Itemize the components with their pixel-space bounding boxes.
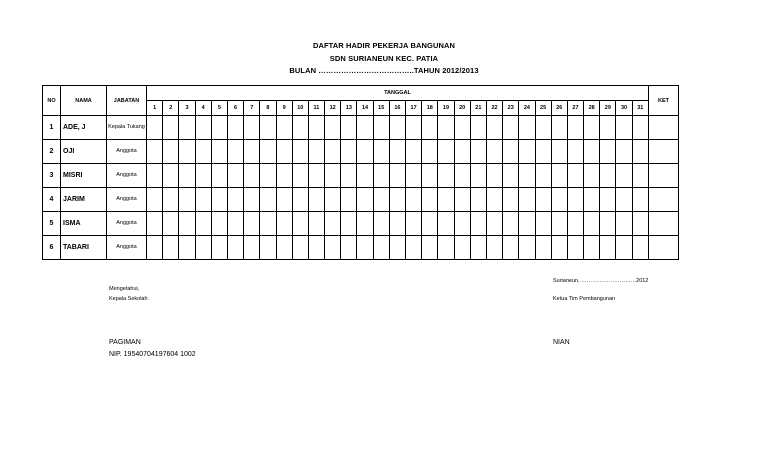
attendance-cell bbox=[454, 188, 470, 212]
attendance-cell bbox=[551, 212, 567, 236]
attendance-cell bbox=[470, 116, 486, 140]
day-number: 16 bbox=[389, 101, 405, 116]
table-row bbox=[43, 140, 679, 164]
attendance-cell bbox=[341, 140, 357, 164]
attendance-cell bbox=[357, 116, 373, 140]
day-number: 22 bbox=[486, 101, 502, 116]
attendance-cell bbox=[211, 188, 227, 212]
day-number: 2 bbox=[163, 101, 179, 116]
ket-cell bbox=[649, 140, 679, 164]
attendance-cell bbox=[147, 212, 163, 236]
day-number: 7 bbox=[244, 101, 260, 116]
attendance-cell bbox=[260, 164, 276, 188]
attendance-cell bbox=[341, 116, 357, 140]
attendance-cell bbox=[632, 188, 648, 212]
attendance-cell bbox=[292, 212, 308, 236]
attendance-cell bbox=[567, 188, 583, 212]
attendance-cell bbox=[325, 212, 341, 236]
attendance-cell bbox=[616, 236, 632, 260]
attendance-cell bbox=[406, 116, 422, 140]
attendance-cell bbox=[179, 212, 195, 236]
attendance-cell bbox=[276, 212, 292, 236]
attendance-cell bbox=[584, 140, 600, 164]
attendance-cell bbox=[227, 212, 243, 236]
attendance-cell bbox=[632, 116, 648, 140]
attendance-cell bbox=[373, 140, 389, 164]
attendance-cell bbox=[584, 116, 600, 140]
school-name: SDN SURIANEUN KEC. PATIA bbox=[329, 54, 439, 63]
footer-mengetahui: Mengetahui, bbox=[109, 286, 140, 292]
attendance-cell bbox=[389, 212, 405, 236]
attendance-cell bbox=[244, 116, 260, 140]
attendance-cell bbox=[551, 116, 567, 140]
attendance-cell bbox=[551, 140, 567, 164]
day-number: 18 bbox=[422, 101, 438, 116]
attendance-cell bbox=[389, 236, 405, 260]
day-number: 23 bbox=[503, 101, 519, 116]
day-number: 30 bbox=[616, 101, 632, 116]
footer-place-date: Surianeun, …………………………2012 bbox=[553, 278, 649, 284]
attendance-cell bbox=[503, 164, 519, 188]
attendance-cell bbox=[147, 140, 163, 164]
attendance-cell bbox=[373, 236, 389, 260]
day-number: 8 bbox=[260, 101, 276, 116]
attendance-cell bbox=[244, 188, 260, 212]
attendance-cell bbox=[535, 164, 551, 188]
worker-name: OJI bbox=[61, 140, 107, 164]
day-number: 26 bbox=[551, 101, 567, 116]
attendance-cell bbox=[519, 164, 535, 188]
worker-name: JARIM bbox=[61, 188, 107, 212]
attendance-cell bbox=[470, 212, 486, 236]
day-number: 24 bbox=[519, 101, 535, 116]
attendance-cell bbox=[503, 236, 519, 260]
day-number: 27 bbox=[567, 101, 583, 116]
attendance-cell bbox=[325, 140, 341, 164]
attendance-cell bbox=[341, 236, 357, 260]
attendance-rows bbox=[43, 116, 679, 260]
period-line: BULAN ………………………………..TAHUN 2012/2013 bbox=[289, 66, 479, 75]
attendance-cell bbox=[486, 164, 502, 188]
attendance-cell bbox=[163, 140, 179, 164]
attendance-cell bbox=[600, 236, 616, 260]
attendance-cell bbox=[163, 188, 179, 212]
attendance-cell bbox=[438, 236, 454, 260]
attendance-cell bbox=[325, 116, 341, 140]
attendance-cell bbox=[454, 116, 470, 140]
attendance-cell bbox=[503, 140, 519, 164]
attendance-cell bbox=[325, 236, 341, 260]
row-number: 5 bbox=[43, 212, 61, 236]
document-title: DAFTAR HADIR PEKERJA BANGUNAN bbox=[312, 41, 456, 50]
attendance-cell bbox=[519, 236, 535, 260]
attendance-cell bbox=[308, 140, 324, 164]
attendance-cell bbox=[389, 140, 405, 164]
attendance-cell bbox=[470, 236, 486, 260]
attendance-cell bbox=[600, 140, 616, 164]
day-number: 31 bbox=[632, 101, 648, 116]
day-number: 17 bbox=[406, 101, 422, 116]
day-number: 11 bbox=[308, 101, 324, 116]
attendance-cell bbox=[616, 188, 632, 212]
attendance-cell bbox=[600, 188, 616, 212]
attendance-cell bbox=[244, 140, 260, 164]
table-row bbox=[43, 188, 679, 212]
attendance-cell bbox=[406, 212, 422, 236]
attendance-cell bbox=[260, 140, 276, 164]
attendance-cell bbox=[632, 164, 648, 188]
day-number: 21 bbox=[470, 101, 486, 116]
attendance-cell bbox=[325, 188, 341, 212]
attendance-cell bbox=[438, 188, 454, 212]
header-ket: KET bbox=[649, 86, 679, 116]
attendance-cell bbox=[567, 140, 583, 164]
day-number: 13 bbox=[341, 101, 357, 116]
attendance-cell bbox=[179, 140, 195, 164]
attendance-cell bbox=[470, 188, 486, 212]
attendance-cell bbox=[600, 116, 616, 140]
day-number: 20 bbox=[454, 101, 470, 116]
attendance-cell bbox=[211, 116, 227, 140]
attendance-cell bbox=[292, 140, 308, 164]
attendance-cell bbox=[211, 236, 227, 260]
attendance-cell bbox=[292, 188, 308, 212]
attendance-cell bbox=[584, 164, 600, 188]
attendance-cell bbox=[357, 188, 373, 212]
attendance-cell bbox=[373, 164, 389, 188]
header-nama: NAMA bbox=[61, 86, 107, 116]
attendance-cell bbox=[406, 236, 422, 260]
attendance-cell bbox=[632, 236, 648, 260]
attendance-cell bbox=[486, 188, 502, 212]
attendance-cell bbox=[422, 116, 438, 140]
header-row-top bbox=[43, 86, 679, 101]
day-number: 19 bbox=[438, 101, 454, 116]
attendance-cell bbox=[422, 164, 438, 188]
attendance-cell bbox=[406, 188, 422, 212]
worker-name: MISRI bbox=[61, 164, 107, 188]
attendance-cell bbox=[600, 212, 616, 236]
day-number: 10 bbox=[292, 101, 308, 116]
attendance-cell bbox=[227, 140, 243, 164]
attendance-cell bbox=[438, 212, 454, 236]
table-row bbox=[43, 212, 679, 236]
attendance-cell bbox=[616, 212, 632, 236]
footer-left-name: PAGIMAN bbox=[109, 339, 141, 346]
attendance-cell bbox=[195, 236, 211, 260]
row-number: 2 bbox=[43, 140, 61, 164]
day-number: 12 bbox=[325, 101, 341, 116]
attendance-cell bbox=[470, 140, 486, 164]
attendance-cell bbox=[341, 212, 357, 236]
attendance-cell bbox=[503, 188, 519, 212]
table-row bbox=[43, 116, 679, 140]
attendance-cell bbox=[551, 164, 567, 188]
attendance-cell bbox=[195, 116, 211, 140]
attendance-cell bbox=[535, 236, 551, 260]
attendance-cell bbox=[244, 236, 260, 260]
table-row bbox=[43, 236, 679, 260]
day-number: 9 bbox=[276, 101, 292, 116]
attendance-cell bbox=[519, 188, 535, 212]
attendance-cell bbox=[389, 188, 405, 212]
attendance-cell bbox=[211, 212, 227, 236]
attendance-cell bbox=[147, 236, 163, 260]
ket-cell bbox=[649, 116, 679, 140]
attendance-cell bbox=[308, 212, 324, 236]
attendance-cell bbox=[389, 164, 405, 188]
day-number: 25 bbox=[535, 101, 551, 116]
attendance-cell bbox=[147, 188, 163, 212]
day-number: 1 bbox=[147, 101, 163, 116]
attendance-cell bbox=[519, 116, 535, 140]
ket-cell bbox=[649, 236, 679, 260]
attendance-cell bbox=[308, 164, 324, 188]
attendance-cell bbox=[195, 164, 211, 188]
attendance-cell bbox=[244, 164, 260, 188]
attendance-cell bbox=[454, 236, 470, 260]
footer-right-position: Ketua Tim Pembangunan bbox=[553, 296, 616, 302]
attendance-cell bbox=[341, 188, 357, 212]
ket-cell bbox=[649, 212, 679, 236]
attendance-cell bbox=[163, 116, 179, 140]
attendance-cell bbox=[147, 164, 163, 188]
attendance-cell bbox=[308, 236, 324, 260]
attendance-cell bbox=[454, 212, 470, 236]
attendance-cell bbox=[308, 188, 324, 212]
attendance-cell bbox=[211, 140, 227, 164]
row-number: 6 bbox=[43, 236, 61, 260]
attendance-cell bbox=[179, 164, 195, 188]
attendance-cell bbox=[163, 236, 179, 260]
attendance-cell bbox=[163, 212, 179, 236]
attendance-cell bbox=[260, 212, 276, 236]
attendance-cell bbox=[454, 140, 470, 164]
attendance-cell bbox=[616, 140, 632, 164]
attendance-cell bbox=[584, 212, 600, 236]
attendance-cell bbox=[503, 116, 519, 140]
footer-left-position: Kepala Sekolah bbox=[109, 296, 148, 302]
attendance-cell bbox=[454, 164, 470, 188]
attendance-cell bbox=[535, 212, 551, 236]
attendance-cell bbox=[519, 140, 535, 164]
worker-position: Anggota bbox=[107, 140, 147, 164]
attendance-cell bbox=[551, 188, 567, 212]
worker-name: TABARI bbox=[61, 236, 107, 260]
row-number: 3 bbox=[43, 164, 61, 188]
attendance-cell bbox=[438, 164, 454, 188]
ket-cell bbox=[649, 164, 679, 188]
attendance-cell bbox=[260, 236, 276, 260]
attendance-cell bbox=[292, 236, 308, 260]
attendance-cell bbox=[357, 140, 373, 164]
header-jabatan: JABATAN bbox=[107, 86, 147, 116]
day-number: 4 bbox=[195, 101, 211, 116]
attendance-cell bbox=[519, 212, 535, 236]
worker-position: Anggota bbox=[107, 188, 147, 212]
day-number: 15 bbox=[373, 101, 389, 116]
attendance-cell bbox=[616, 116, 632, 140]
worker-position: Kepala Tukang bbox=[107, 116, 147, 140]
attendance-cell bbox=[276, 140, 292, 164]
attendance-cell bbox=[389, 116, 405, 140]
attendance-cell bbox=[357, 236, 373, 260]
day-number: 5 bbox=[211, 101, 227, 116]
day-number: 14 bbox=[357, 101, 373, 116]
attendance-cell bbox=[163, 164, 179, 188]
ket-cell bbox=[649, 188, 679, 212]
attendance-cell bbox=[179, 116, 195, 140]
attendance-cell bbox=[276, 188, 292, 212]
header-tanggal: TANGGAL bbox=[147, 86, 649, 101]
worker-name: ISMA bbox=[61, 212, 107, 236]
attendance-cell bbox=[260, 116, 276, 140]
attendance-cell bbox=[227, 116, 243, 140]
attendance-cell bbox=[276, 236, 292, 260]
attendance-cell bbox=[406, 164, 422, 188]
attendance-cell bbox=[357, 164, 373, 188]
table-row bbox=[43, 164, 679, 188]
attendance-cell bbox=[535, 140, 551, 164]
worker-position: Anggota bbox=[107, 236, 147, 260]
attendance-cell bbox=[227, 188, 243, 212]
worker-position: Anggota bbox=[107, 212, 147, 236]
row-number: 4 bbox=[43, 188, 61, 212]
attendance-cell bbox=[147, 116, 163, 140]
attendance-cell bbox=[179, 236, 195, 260]
attendance-cell bbox=[486, 116, 502, 140]
attendance-cell bbox=[535, 116, 551, 140]
attendance-cell bbox=[551, 236, 567, 260]
attendance-cell bbox=[373, 188, 389, 212]
header-no: NO bbox=[43, 86, 61, 116]
attendance-cell bbox=[438, 116, 454, 140]
attendance-cell bbox=[227, 164, 243, 188]
attendance-cell bbox=[260, 188, 276, 212]
attendance-cell bbox=[616, 164, 632, 188]
attendance-cell bbox=[632, 212, 648, 236]
attendance-cell bbox=[486, 140, 502, 164]
worker-name: ADE, J bbox=[61, 116, 107, 140]
attendance-cell bbox=[325, 164, 341, 188]
attendance-cell bbox=[227, 236, 243, 260]
attendance-cell bbox=[567, 212, 583, 236]
attendance-cell bbox=[195, 188, 211, 212]
attendance-cell bbox=[406, 140, 422, 164]
attendance-cell bbox=[422, 140, 438, 164]
attendance-cell bbox=[373, 212, 389, 236]
attendance-table bbox=[42, 85, 679, 260]
day-number: 28 bbox=[584, 101, 600, 116]
day-number: 3 bbox=[179, 101, 195, 116]
attendance-cell bbox=[276, 116, 292, 140]
attendance-cell bbox=[535, 188, 551, 212]
attendance-cell bbox=[567, 116, 583, 140]
footer-right-name: NIAN bbox=[553, 339, 570, 346]
attendance-cell bbox=[357, 212, 373, 236]
attendance-cell bbox=[292, 164, 308, 188]
attendance-cell bbox=[211, 164, 227, 188]
day-number: 29 bbox=[600, 101, 616, 116]
attendance-cell bbox=[341, 164, 357, 188]
attendance-cell bbox=[195, 140, 211, 164]
attendance-cell bbox=[244, 212, 260, 236]
attendance-cell bbox=[373, 116, 389, 140]
attendance-cell bbox=[567, 164, 583, 188]
attendance-cell bbox=[600, 164, 616, 188]
attendance-cell bbox=[422, 236, 438, 260]
attendance-cell bbox=[292, 116, 308, 140]
worker-position: Anggota bbox=[107, 164, 147, 188]
attendance-cell bbox=[470, 164, 486, 188]
attendance-cell bbox=[486, 212, 502, 236]
attendance-cell bbox=[308, 116, 324, 140]
attendance-cell bbox=[276, 164, 292, 188]
attendance-cell bbox=[438, 140, 454, 164]
attendance-cell bbox=[486, 236, 502, 260]
attendance-cell bbox=[632, 140, 648, 164]
row-number: 1 bbox=[43, 116, 61, 140]
attendance-cell bbox=[584, 236, 600, 260]
attendance-cell bbox=[584, 188, 600, 212]
attendance-cell bbox=[503, 212, 519, 236]
day-number: 6 bbox=[227, 101, 243, 116]
footer-left-nip: NIP. 19540704197604 1002 bbox=[109, 351, 196, 358]
attendance-cell bbox=[179, 188, 195, 212]
attendance-cell bbox=[422, 188, 438, 212]
attendance-cell bbox=[567, 236, 583, 260]
attendance-cell bbox=[195, 212, 211, 236]
attendance-cell bbox=[422, 212, 438, 236]
